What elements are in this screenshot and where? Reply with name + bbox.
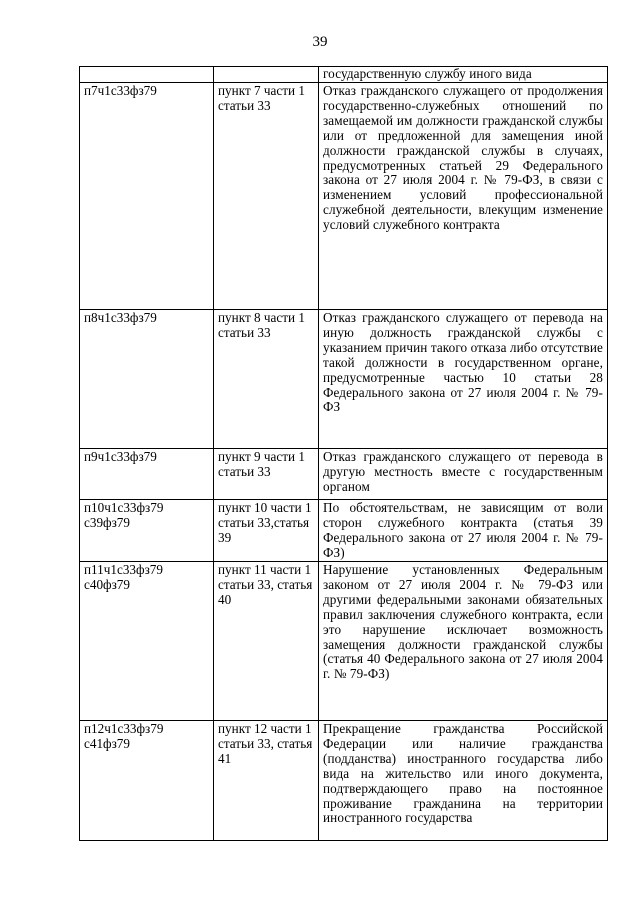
- code-cell: п7ч1с33фз79: [80, 83, 214, 310]
- table-row: [80, 562, 608, 721]
- table-row: [80, 83, 608, 310]
- ref-cell: [214, 67, 319, 83]
- description-cell: По обстоятельствам, не зависящим от воли сторон служебного контракта (статья 39 Федерального закона от 27 июля 2004 г. № 79-ФЗ): [319, 500, 608, 562]
- ref-cell: пункт 12 части 1 статьи 33, статья 41: [214, 721, 319, 841]
- ref-cell: пункт 10 части 1 статьи 33,статья 39: [214, 500, 319, 562]
- description-cell: Нарушение установленных Федеральным законом от 27 июля 2004 г. № 79-ФЗ или другими федеральными законами обязательных правил заключения служебного контракта, если это нарушение исключает возможность замещения должности гражданской службы (статья 40 Федерального закона от 27 июля 2004 г. № 79-ФЗ): [319, 562, 608, 721]
- ref-cell: пункт 9 части 1 статьи 33: [214, 449, 319, 500]
- code-cell: п11ч1с33фз79 с40фз79: [80, 562, 214, 721]
- description-cell: государственную службу иного вида: [319, 67, 608, 83]
- code-cell: п12ч1с33фз79 с41фз79: [80, 721, 214, 841]
- ref-cell: пункт 8 части 1 статьи 33: [214, 310, 319, 449]
- code-cell: п9ч1с33фз79: [80, 449, 214, 500]
- table-row: [80, 449, 608, 500]
- table-row-continuation: [80, 67, 608, 83]
- description-cell: Отказ гражданского служащего от продолжения государственно-служебных отношений по замещаемой им должности гражданской службы или от предложенной для замещения иной должности гражданской службы в случаях, предусмотренных статьей 29 Федерального закона от 27 июля 2004 г. № 79-ФЗ, в связи с изменением условий профессиональной служебной деятельности, влекущим изменение условий служебного контракта: [319, 83, 608, 310]
- description-cell: Прекращение гражданства Российской Федерации или наличие гражданства (подданства) иностранного государства либо вида на жительство или иного документа, подтверждающего право на постоянное проживание гражданина на территории иностранного государства: [319, 721, 608, 841]
- code-cell: п8ч1с33фз79: [80, 310, 214, 449]
- code-cell: п10ч1с33фз79 с39фз79: [80, 500, 214, 562]
- page-number: 39: [312, 34, 328, 50]
- ref-cell: пункт 11 части 1 статьи 33, статья 40: [214, 562, 319, 721]
- description-cell: Отказ гражданского служащего от перевода в другую местность вместе с государственным органом: [319, 449, 608, 500]
- description-cell: Отказ гражданского служащего от перевода на иную должность гражданской службы с указанием причин такого отказа либо отсутствие такой должности в государственном органе, предусмотренные частью 10 статьи 28 Федерального закона от 27 июля 2004 г. № 79-ФЗ: [319, 310, 608, 449]
- table-row: [80, 310, 608, 449]
- table-row: [80, 721, 608, 841]
- ref-cell: пункт 7 части 1 статьи 33: [214, 83, 319, 310]
- code-cell: [80, 67, 214, 83]
- table-row: [80, 500, 608, 562]
- classification-table: [79, 66, 608, 841]
